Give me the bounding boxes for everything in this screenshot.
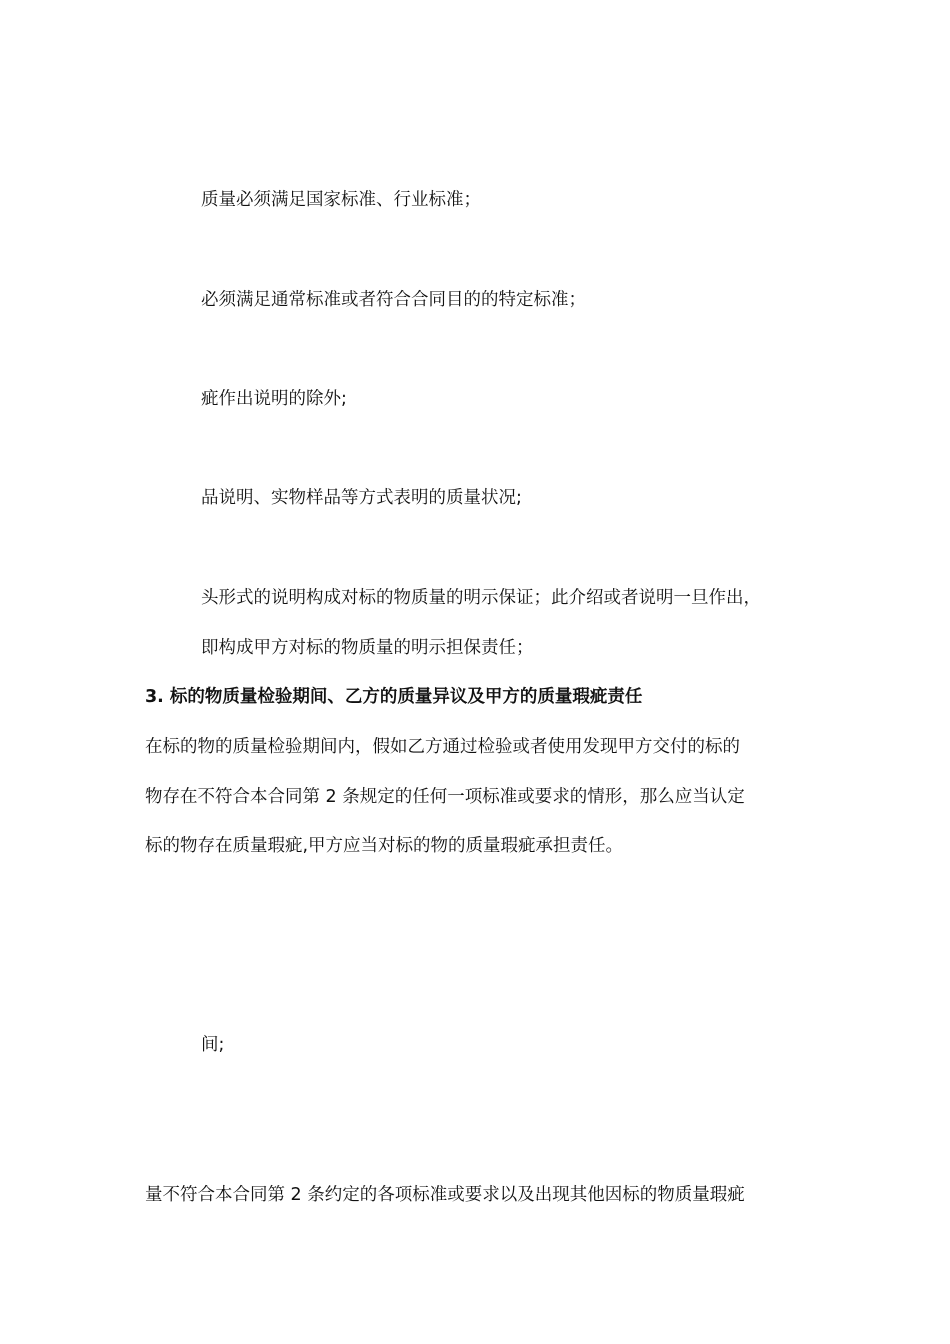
clause-2-3-continuation: 必须满足通常标准或者符合合同目的的特定标准； [201, 290, 586, 310]
clause-2-6-continuation: 头形式的说明构成对标的物质量的明示保证；此介绍或者说明一旦作出， [201, 588, 761, 608]
clause-2-2-continuation: 质量必须满足国家标准、行业标准； [201, 190, 481, 210]
clause-2-6-continuation: 即构成甲方对标的物质量的明示担保责任； [201, 638, 534, 658]
section-heading-3: 3. 标的物质量检验期间、乙方的质量异议及甲方的质量瑕疵责任 [145, 687, 643, 707]
clause-3-1-2-continuation: 间; [201, 1035, 225, 1055]
clause-2-5-continuation: 品说明、实物样品等方式表明的质量状况; [201, 488, 522, 508]
clause-2-4-continuation: 疵作出说明的除外; [201, 389, 347, 409]
section-3-paragraph-line: 在标的物的质量检验期间内，假如乙方通过检验或者使用发现甲方交付的标的 [145, 737, 740, 757]
clause-3-2-1-continuation: 量不符合本合同第 2 条约定的各项标准或要求以及出现其他因标的物质量瑕疵 [145, 1185, 745, 1205]
section-3-paragraph-line: 物存在不符合本合同第 2 条规定的任何一项标准或要求的情形，那么应当认定 [145, 787, 745, 807]
section-3-paragraph-line: 标的物存在质量瑕疵,甲方应当对标的物的质量瑕疵承担责任。 [145, 836, 624, 856]
